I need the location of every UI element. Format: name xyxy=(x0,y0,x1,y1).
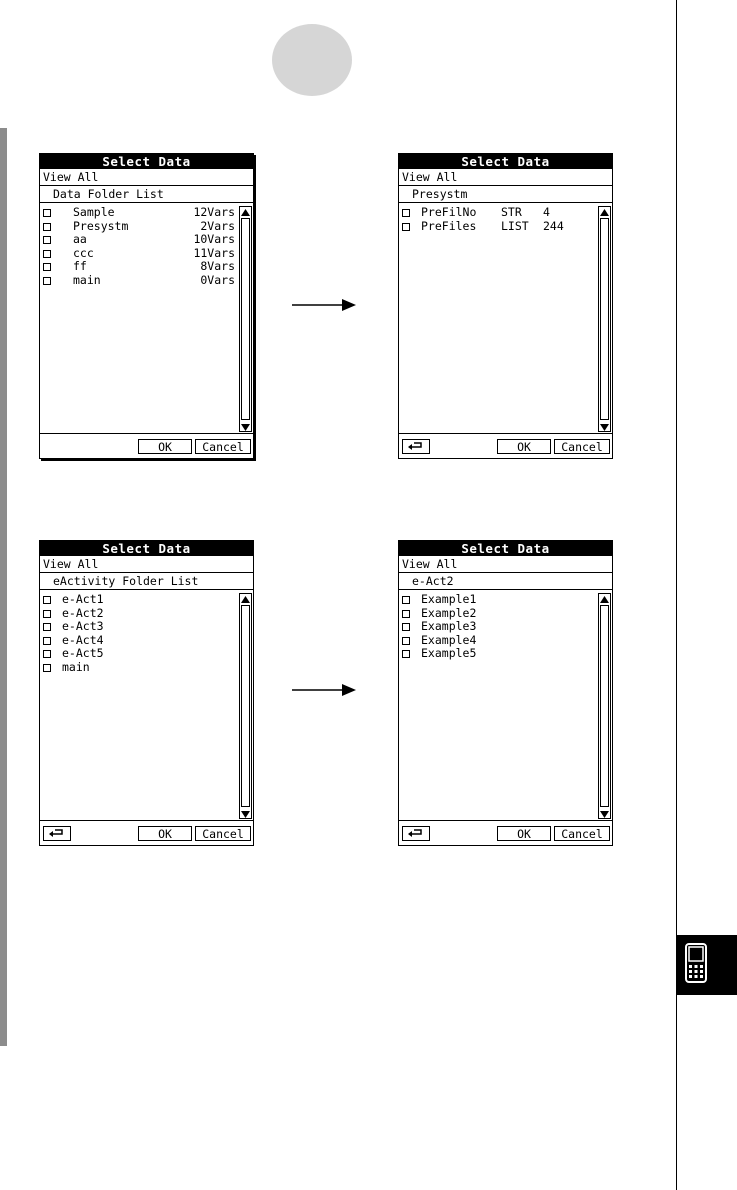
calculator-icon xyxy=(685,943,707,983)
scrollbar[interactable] xyxy=(239,593,252,819)
chapter-marker-circle xyxy=(272,24,352,96)
cancel-button[interactable]: Cancel xyxy=(554,826,610,841)
item-name: e-Act1 xyxy=(62,592,104,606)
back-button[interactable] xyxy=(43,826,71,841)
scrollbar-track[interactable] xyxy=(241,218,250,420)
list-item[interactable] xyxy=(401,206,596,220)
list-item[interactable] xyxy=(401,220,596,234)
back-arrow-icon xyxy=(407,441,425,456)
item-name: e-Act3 xyxy=(62,619,104,634)
right-margin-rule xyxy=(676,0,677,1190)
item-type: STR xyxy=(501,205,522,219)
select-data-dialog xyxy=(398,153,613,459)
list-item[interactable] xyxy=(42,661,237,675)
select-checkbox[interactable] xyxy=(402,596,410,604)
list-item[interactable] xyxy=(401,607,596,621)
view-all-menu[interactable]: View All xyxy=(399,169,612,186)
data-list xyxy=(40,204,253,433)
select-checkbox[interactable] xyxy=(43,650,51,658)
scroll-up-icon[interactable] xyxy=(240,594,251,603)
cancel-button[interactable]: Cancel xyxy=(195,439,251,454)
scrollbar-track[interactable] xyxy=(600,605,609,807)
list-item[interactable] xyxy=(42,220,237,234)
back-button[interactable] xyxy=(402,826,430,841)
list-rows xyxy=(42,206,237,288)
ok-button[interactable]: OK xyxy=(138,439,192,454)
item-name: Example3 xyxy=(421,619,477,634)
dialog-footer xyxy=(40,820,253,845)
item-size: 4 xyxy=(543,205,550,219)
scroll-up-icon[interactable] xyxy=(599,594,610,603)
select-checkbox[interactable] xyxy=(43,623,51,631)
list-item[interactable] xyxy=(42,274,237,288)
item-var-count: 12Vars xyxy=(193,205,235,219)
scroll-down-icon[interactable] xyxy=(599,809,610,818)
select-data-dialog xyxy=(39,153,254,459)
dialog-footer xyxy=(399,433,612,458)
list-item[interactable] xyxy=(42,620,237,634)
item-name: main xyxy=(73,272,101,287)
dialog-title: Select Data xyxy=(399,541,612,556)
scrollbar-track[interactable] xyxy=(241,605,250,807)
item-name: PreFilNo xyxy=(421,205,477,219)
select-data-dialog xyxy=(398,540,613,846)
item-name: e-Act2 xyxy=(62,605,104,620)
select-checkbox[interactable] xyxy=(43,223,51,231)
item-name: main xyxy=(62,659,90,674)
select-checkbox[interactable] xyxy=(43,596,51,604)
select-checkbox[interactable] xyxy=(402,610,410,618)
item-name: e-Act5 xyxy=(62,646,104,661)
select-checkbox[interactable] xyxy=(402,623,410,631)
view-all-menu[interactable]: View All xyxy=(399,556,612,573)
dialog-title: Select Data xyxy=(399,154,612,169)
item-name: ccc xyxy=(73,245,94,260)
list-item[interactable] xyxy=(401,647,596,661)
list-item[interactable] xyxy=(42,206,237,220)
item-type: LIST xyxy=(501,218,529,233)
list-item[interactable] xyxy=(401,634,596,648)
select-checkbox[interactable] xyxy=(402,650,410,658)
ok-button[interactable]: OK xyxy=(497,826,551,841)
scrollbar[interactable] xyxy=(239,206,252,432)
list-rows xyxy=(401,206,596,233)
item-name: Example5 xyxy=(421,646,477,661)
scroll-up-icon[interactable] xyxy=(599,207,610,216)
item-name: Sample xyxy=(73,205,115,219)
dialog-title: Select Data xyxy=(40,154,253,169)
item-name: aa xyxy=(73,232,87,247)
list-item[interactable] xyxy=(42,593,237,607)
list-item[interactable] xyxy=(42,634,237,648)
select-checkbox[interactable] xyxy=(43,250,51,258)
dialog-title: Select Data xyxy=(40,541,253,556)
view-all-menu[interactable]: View All xyxy=(40,169,253,186)
item-var-count: 10Vars xyxy=(193,232,235,247)
cancel-button[interactable]: Cancel xyxy=(195,826,251,841)
ok-button[interactable]: OK xyxy=(497,439,551,454)
data-list xyxy=(399,204,612,433)
item-var-count: 8Vars xyxy=(200,259,235,274)
list-rows xyxy=(401,593,596,661)
item-name: Example1 xyxy=(421,592,477,606)
folder-label: Presystm xyxy=(399,186,612,203)
select-checkbox[interactable] xyxy=(43,263,51,271)
item-var-count: 11Vars xyxy=(193,245,235,260)
scroll-down-icon[interactable] xyxy=(240,422,251,431)
list-item[interactable] xyxy=(401,620,596,634)
select-checkbox[interactable] xyxy=(43,277,51,285)
cancel-button[interactable]: Cancel xyxy=(554,439,610,454)
list-item[interactable] xyxy=(42,233,237,247)
item-name: e-Act4 xyxy=(62,632,104,647)
item-name: Example2 xyxy=(421,605,477,620)
left-margin-bar xyxy=(0,128,7,1046)
item-size: 244 xyxy=(543,218,564,233)
scrollbar[interactable] xyxy=(598,593,611,819)
item-name: Presystm xyxy=(73,218,129,233)
list-rows xyxy=(42,593,237,675)
dialog-footer xyxy=(40,433,253,458)
select-checkbox[interactable] xyxy=(402,223,410,231)
item-name: Example4 xyxy=(421,632,477,647)
arrow-right-icon xyxy=(292,683,356,697)
data-list xyxy=(399,591,612,820)
scroll-up-icon[interactable] xyxy=(240,207,251,216)
select-checkbox[interactable] xyxy=(43,209,51,217)
list-item[interactable] xyxy=(42,607,237,621)
scroll-down-icon[interactable] xyxy=(240,809,251,818)
list-item[interactable] xyxy=(401,593,596,607)
select-checkbox[interactable] xyxy=(43,637,51,645)
list-item[interactable] xyxy=(42,647,237,661)
folder-label: Data Folder List xyxy=(40,186,253,203)
item-var-count: 0Vars xyxy=(200,272,235,287)
select-checkbox[interactable] xyxy=(43,664,51,672)
back-button[interactable] xyxy=(402,439,430,454)
folder-label: eActivity Folder List xyxy=(40,573,253,590)
select-data-dialog xyxy=(39,540,254,846)
data-list xyxy=(40,591,253,820)
scrollbar[interactable] xyxy=(598,206,611,432)
side-tab xyxy=(677,935,737,995)
scrollbar-track[interactable] xyxy=(600,218,609,420)
select-checkbox[interactable] xyxy=(402,637,410,645)
back-arrow-icon xyxy=(48,828,66,843)
item-name: ff xyxy=(73,259,87,274)
select-checkbox[interactable] xyxy=(402,209,410,217)
select-checkbox[interactable] xyxy=(43,236,51,244)
back-arrow-icon xyxy=(407,828,425,843)
dialog-footer xyxy=(399,820,612,845)
folder-label: e-Act2 xyxy=(399,573,612,590)
select-checkbox[interactable] xyxy=(43,610,51,618)
view-all-menu[interactable]: View All xyxy=(40,556,253,573)
ok-button[interactable]: OK xyxy=(138,826,192,841)
item-var-count: 2Vars xyxy=(200,218,235,233)
item-name: PreFiles xyxy=(421,218,477,233)
scroll-down-icon[interactable] xyxy=(599,422,610,431)
list-item[interactable] xyxy=(42,247,237,261)
arrow-right-icon xyxy=(292,298,356,312)
list-item[interactable] xyxy=(42,260,237,274)
